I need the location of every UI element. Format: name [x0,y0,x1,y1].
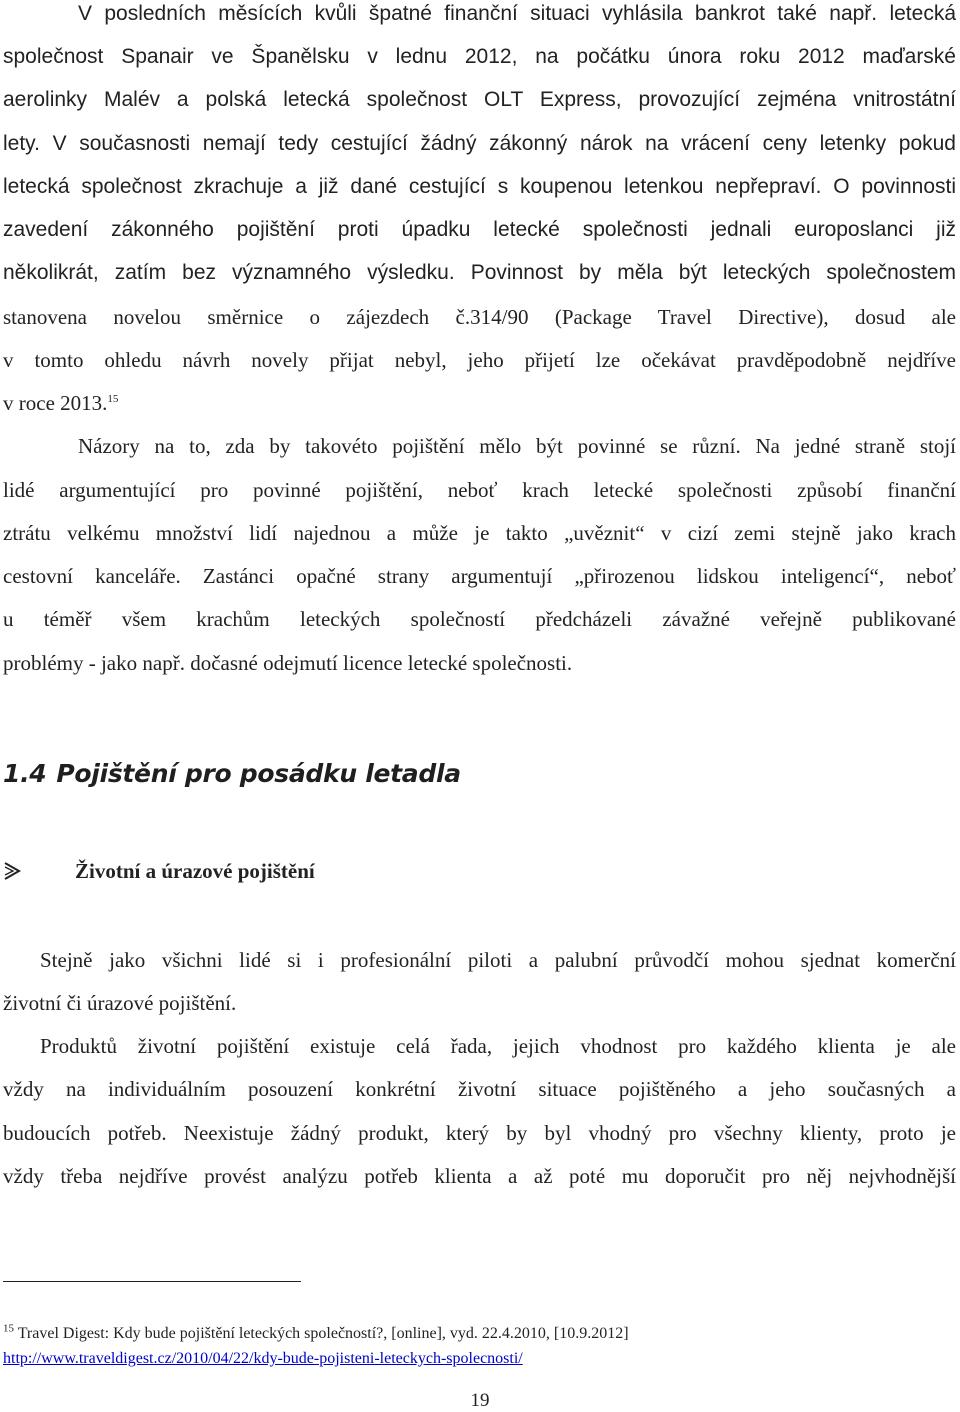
paragraph-line: letecká společnost zkrachuje a již dané cestující s koupenou letenkou nepřepraví. O povinnosti [3,175,956,198]
paragraph-line: stanovena novelou směrnice o zájezdech č.314/90 (Package Travel Directive), dosud ale [3,305,956,329]
footnote-number: 15 [3,1322,14,1335]
paragraph-line: vždy na individuálním posouzení konkrétní životní situace pojištěného a jeho současných a [3,1077,956,1101]
paragraph-line: společnost Spanair ve Španělsku v lednu 2012, na počátku února roku 2012 maďarské [3,45,956,68]
paragraph-line: Produktů životní pojištění existuje celá řada, jejich vhodnost pro každého klienta je ale [40,1034,956,1058]
paragraph-line: Názory na to, zda by takovéto pojištění mělo být povinné se různí. Na jedné straně stojí [78,434,956,458]
paragraph-line: několikrát, zatím bez významného výsledku. Povinnost by měla být leteckých společnostem [3,261,956,284]
subsection-title: Životní a úrazové pojištění [75,859,315,883]
footnote-reference[interactable]: 15 [107,393,119,405]
subsection-heading [3,856,315,886]
paragraph-line: ztrátu velkému množství lidí najednou a může je takto „uvěznit“ v cizí zemi stejně jako krach [3,521,956,545]
paragraph-line: cestovní kanceláře. Zastánci opačné strany argumentují „přirozenou lidskou inteligencí“, neboť [3,564,956,588]
section-title: Pojištění pro posádku letadla [56,759,461,788]
paragraph-line: aerolinky Malév a polská letecká společnost OLT Express, provozující zejména vnitrostátní [3,88,956,111]
paragraph-line: vždy třeba nejdříve provést analýzu potřeb klienta a až poté mu doporučit pro něj nejvhodnější [3,1164,956,1188]
paragraph-line [3,389,956,417]
footnote-link-line [3,1349,523,1369]
paragraph-line: životní či úrazové pojištění. [3,991,237,1015]
paragraph-line: Stejně jako všichni lidé si i profesionální piloti a palubní průvodčí mohou sjednat komerční [40,948,956,972]
paragraph-line: u téměř všem krachům leteckých společností předcházeli závažné veřejně publikované [3,607,956,631]
paragraph-line: problémy - jako např. dočasné odejmutí licence letecké společnosti. [3,651,573,675]
arrow-right-icon [3,859,21,889]
paragraph-line: V posledních měsících kvůli špatné finanční situaci vyhlásila bankrot také např. letecká [78,2,956,25]
paragraph-line: v tomto ohledu návrh novely přijat nebyl, jeho přijetí lze očekávat pravděpodobně nejdříve [3,348,956,372]
paragraph-line: zavedení zákonného pojištění proti úpadku letecké společnosti jednali europoslanci již [3,218,956,241]
footnote-separator [3,1281,301,1282]
footnote-text: Travel Digest: Kdy bude pojištění leteckých společností?, [online], vyd. 22.4.2010, [10.9.2012] [14,1325,629,1342]
paragraph-line: lety. V současnosti nemají tedy cestující žádný zákonný nárok na vrácení ceny letenky pokud [3,132,956,155]
paragraph-text: v roce 2013. [3,391,108,415]
paragraph-line: lidé argumentující pro povinné pojištění, neboť krach letecké společnosti způsobí finanční [3,478,956,502]
page-number: 19 [470,1390,490,1411]
paragraph-line: budoucích potřeb. Neexistuje žádný produkt, který by byl vhodný pro všechny klienty, proto je [3,1121,956,1145]
footnote [3,1324,629,1344]
section-heading [3,758,461,790]
section-number: 1.4 [3,759,47,788]
footnote-link[interactable]: http://www.traveldigest.cz/2010/04/22/kdy-bude-pojisteni-leteckych-spolecnosti/ [3,1350,523,1367]
